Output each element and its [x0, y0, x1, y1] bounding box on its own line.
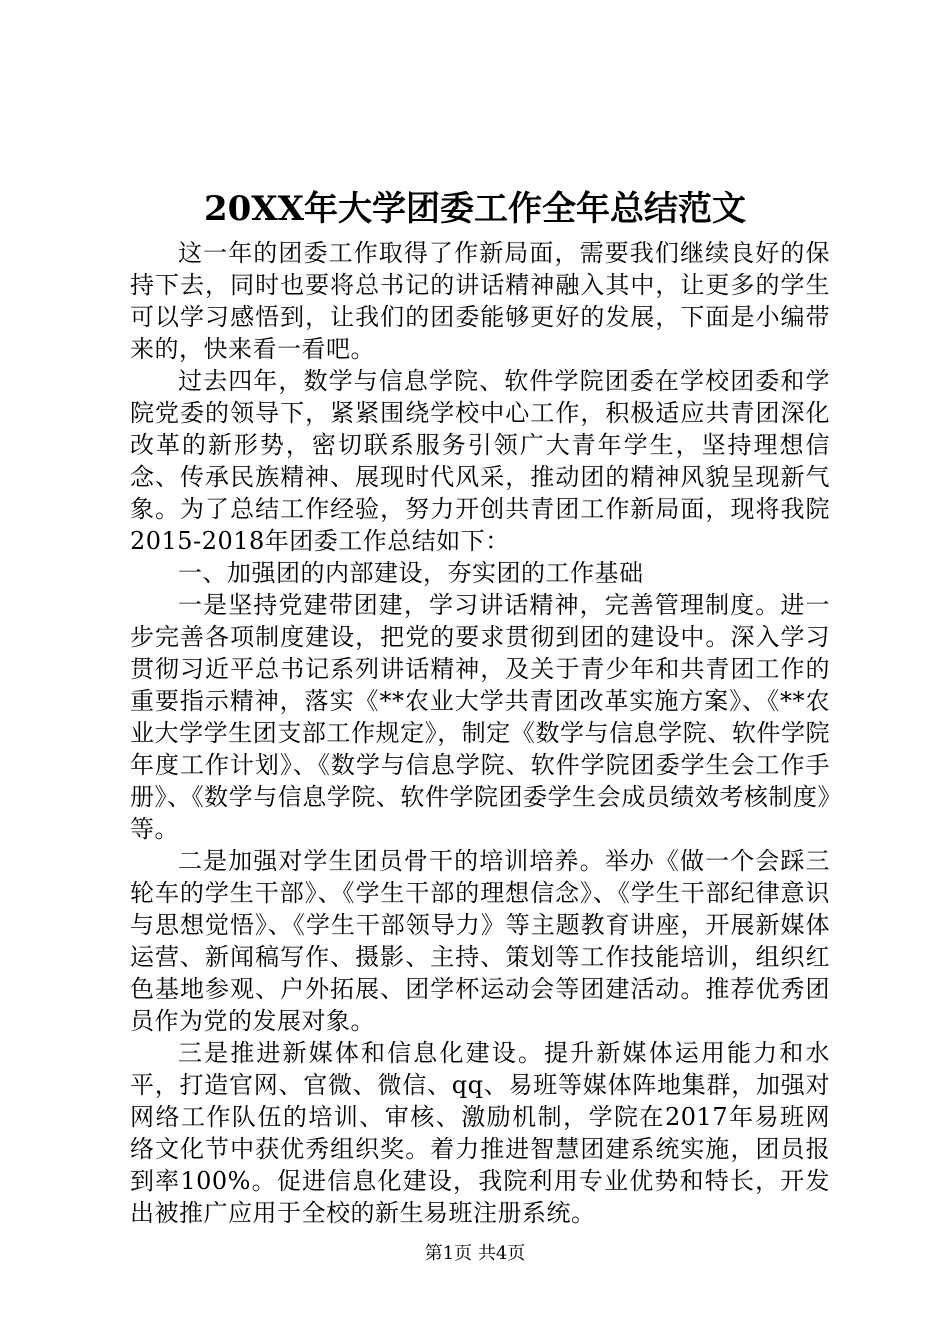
paragraph-point-1: 一是坚持党建带团建，学习讲话精神，完善管理制度。进一步完善各项制度建设，把党的要求贯彻到团的建设中。深入学习贯彻习近平总书记系列讲话精神，及关于青少年和共青团工作的重要指示精神，落实《**农业大学共青团改革实施方案》、《**农业大学学生团支部工作规定》，制定《数学与信息学院、软件学院年度工作计划》、《数学与信息学院、软件学院团委学生会工作手册》、《数学与信息学院、软件学院团委学生会成员绩效考核制度》等。 [130, 591, 830, 843]
paragraph-overview: 过去四年，数学与信息学院、软件学院团委在学校团委和学院党委的领导下，紧紧围绕学校中心工作，积极适应共青团深化改革的新形势，密切联系服务引领广大青年学生，坚持理想信念、传承民族精神、展现时代风采，推动团的精神风貌呈现新气象。为了总结工作经验，努力开创共青团工作新局面，现将我院2015-2018年团委工作总结如下： [130, 367, 830, 555]
document-body [130, 237, 830, 1229]
document-title: 20XX年大学团委工作全年总结范文 [203, 189, 747, 229]
paragraph-point-2: 二是加强对学生团员骨干的培训培养。举办《做一个会踩三轮车的学生干部》、《学生干部的理想信念》、《学生干部纪律意识与思想觉悟》、《学生干部领导力》等主题教育讲座，开展新媒体运营、新闻稿写作、摄影、主持、策划等工作技能培训，组织红色基地参观、户外拓展、团学杯运动会等团建活动。推荐优秀团员作为党的发展对象。 [130, 847, 830, 1035]
paragraph-point-3: 三是推进新媒体和信息化建设。提升新媒体运用能力和水平，打造官网、官微、微信、qq、易班等媒体阵地集群，加强对网络工作队伍的培训、审核、激励机制，学院在2017年易班网络文化节中获优秀组织奖。着力推进智慧团建系统实施，团员报到率100%。促进信息化建设，我院利用专业优势和特长，开发出被推广应用于全校的新生易班注册系统。 [130, 1039, 830, 1227]
page-number-footer: 第1页 共4页 [424, 1243, 526, 1264]
section-heading-1: 一、加强团的内部建设，夯实团的工作基础 [178, 559, 644, 587]
paragraph-intro: 这一年的团委工作取得了作新局面，需要我们继续良好的保持下去，同时也要将总书记的讲话精神融入其中，让更多的学生可以学习感悟到，让我们的团委能够更好的发展，下面是小编带来的，快来看一看吧。 [130, 239, 830, 363]
